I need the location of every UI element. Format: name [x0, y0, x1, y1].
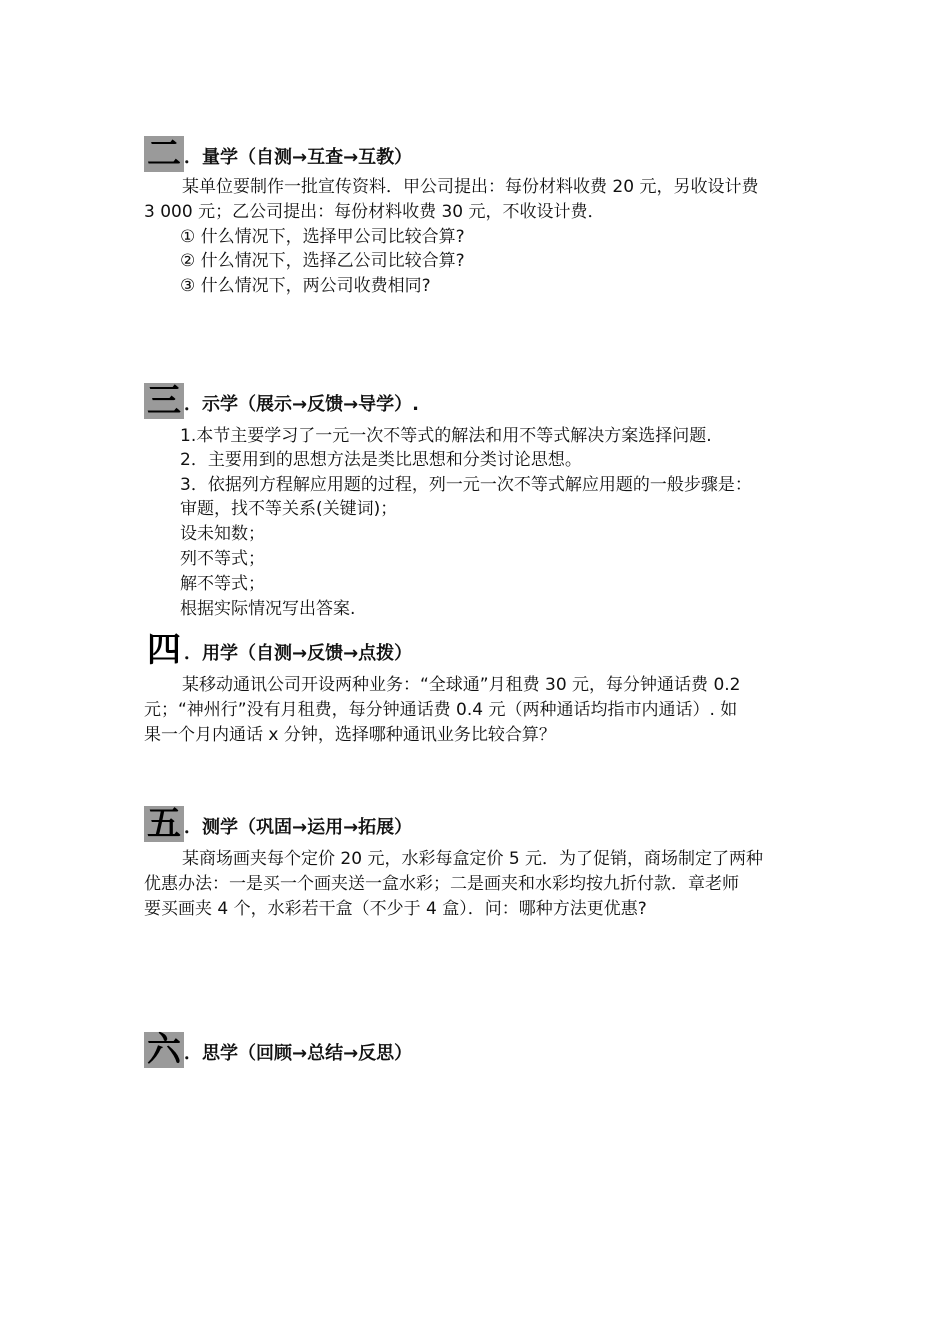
paragraph-line: 某单位要制作一批宣传资料．甲公司提出：每份材料收费 20 元，另收设计费 — [182, 177, 759, 197]
section-number-box: 二 — [144, 136, 184, 172]
step-line: 审题，找不等关系(关键词)； — [180, 499, 398, 519]
summary-line: 1.本节主要学习了一元一次不等式的解法和用不等式解决方案选择问题. — [180, 426, 712, 446]
section-6-heading — [144, 1026, 412, 1068]
paragraph-line: 优惠办法：一是买一个画夹送一盒水彩；二是画夹和水彩均按九折付款．章老师 — [144, 874, 739, 894]
section-number-box: 五 — [144, 806, 184, 842]
summary-line: 3．依据列方程解应用题的过程，列一元一次不等式解应用题的一般步骤是： — [180, 475, 752, 495]
step-line: 列不等式； — [180, 549, 265, 569]
paragraph-line: 3 000 元；乙公司提出：每份材料收费 30 元，不收设计费． — [144, 202, 605, 222]
paragraph-line: 元；“神州行”没有月租费，每分钟通话费 0.4 元（两种通话均指市内通话）. 如 — [144, 700, 738, 720]
section-5-heading — [144, 800, 412, 842]
step-line: 根据实际情况写出答案. — [180, 599, 356, 619]
section-number-box: 六 — [144, 1032, 184, 1068]
step-line: 解不等式； — [180, 574, 265, 594]
section-number-box: 三 — [144, 383, 184, 419]
question-item: ③ 什么情况下，两公司收费相同? — [180, 276, 431, 296]
summary-line: 2．主要用到的思想方法是类比思想和分类讨论思想。 — [180, 450, 582, 470]
section-title: ．用学（自测→反馈→点拨） — [184, 643, 413, 664]
section-number-box: 四 — [144, 632, 184, 668]
paragraph-line: 某移动通讯公司开设两种业务：“全球通”月租费 30 元，每分钟通话费 0.2 — [182, 675, 741, 695]
section-title: ．示学（展示→反馈→导学）. — [184, 394, 420, 415]
section-title: ．测学（巩固→运用→拓展） — [184, 817, 413, 838]
question-item: ② 什么情况下，选择乙公司比较合算? — [180, 251, 465, 271]
step-line: 设未知数； — [180, 524, 265, 544]
paragraph-line: 果一个月内通话 x 分钟，选择哪种通讯业务比较合算？ — [144, 725, 556, 745]
section-title: ．量学（自测→互查→互教） — [184, 147, 413, 168]
section-title: ．思学（回顾→总结→反思） — [184, 1043, 413, 1064]
paragraph-line: 某商场画夹每个定价 20 元，水彩每盒定价 5 元．为了促销，商场制定了两种 — [182, 849, 764, 869]
question-item: ① 什么情况下，选择甲公司比较合算? — [180, 227, 465, 247]
section-2-heading — [144, 130, 412, 172]
paragraph-line: 要买画夹 4 个，水彩若干盒（不少于 4 盒）．问：哪种方法更优惠? — [144, 899, 647, 919]
section-3-heading — [144, 377, 419, 419]
section-4-heading — [144, 626, 412, 668]
